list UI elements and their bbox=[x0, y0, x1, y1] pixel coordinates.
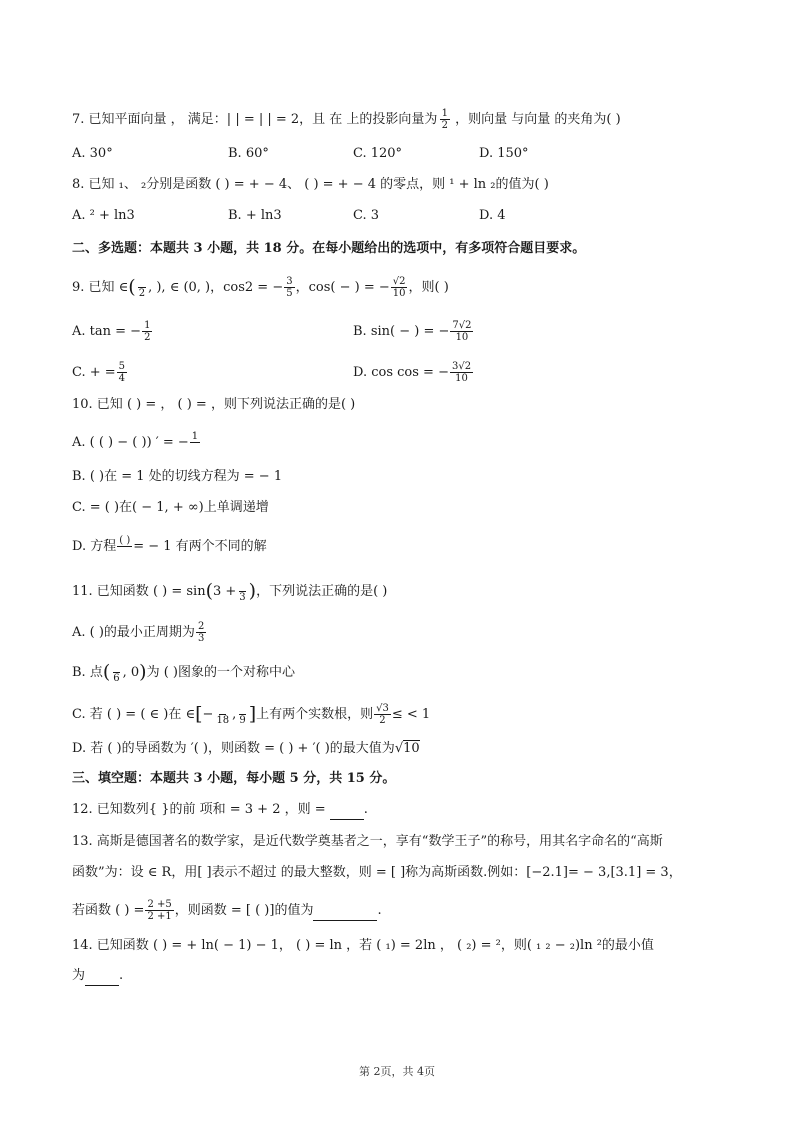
question-11-option-d: D. 若 ( )的导函数为 ′( )，则函数 = ( ) + ′( )的最大值为√10 bbox=[72, 741, 420, 756]
question-9-option-c: C. + = $\frac{5}{4}$ bbox=[72, 361, 126, 384]
question-9-stem: 9. 已知 ∈( 2 , ), ∈ (0, )，cos2 = − $\frac{3}{5}$ ，cos( − ) = − $\frac{√2}{10}$ ，则( ) bbox=[72, 276, 449, 299]
question-7-option-c: C. 120° bbox=[353, 146, 403, 161]
question-7-stem: 7. 已知平面向量 ， 满足：| | = | | = 2，且 在 上的投影向量为 $\frac{1}{2}$ ，则向量 与向量 的夹角为( ) bbox=[72, 108, 621, 131]
fraction: $\frac{√2}{10}$ bbox=[392, 276, 406, 299]
question-9-option-a: A. tan = − $\frac{1}{2}$ bbox=[72, 320, 151, 343]
question-11-option-c: C. 若 ( ) = ( ∈ )在 ∈[− 18 , 9 ]上有两个实数根，则 $\frac{√3}{2}$ ≤ < 1 bbox=[72, 703, 431, 726]
question-10-option-c: C. = ( )在( − 1, + ∞)上单调递增 bbox=[72, 500, 269, 515]
question-10-option-d: D. 方程 ( ) = − 1 有两个不同的解 bbox=[72, 535, 267, 554]
question-8-stem: 8. 已知 ₁、 ₂分别是函数 ( ) = + − 4、 ( ) = + − 4 的零点，则 ¹ + ln ₂的值为( ) bbox=[72, 177, 549, 192]
answer-blank bbox=[85, 967, 119, 986]
question-7-option-d: D. 150° bbox=[479, 146, 529, 161]
question-8-option-b: B. + ln3 bbox=[228, 208, 282, 223]
section-heading-fill-in: 三、填空题：本题共 3 小题，每小题 5 分，共 15 分。 bbox=[72, 771, 396, 786]
question-11-stem: 11. 已知函数 ( ) = sin(3 + 3 )，下列说法正确的是( ) bbox=[72, 580, 388, 603]
question-10-option-a: A. ( ( ) − ( )) ′ = − 1 bbox=[72, 431, 199, 450]
answer-blank bbox=[330, 801, 364, 820]
question-11-option-b: B. 点( 6 , 0)为 ( )图象的一个对称中心 bbox=[72, 661, 296, 684]
question-9-option-d: D. cos cos = − $\frac{3√2}{10}$ bbox=[353, 361, 472, 384]
question-8-option-d: D. 4 bbox=[479, 208, 506, 223]
fraction: $\frac{3}{5}$ bbox=[286, 276, 293, 299]
question-13-line-3: 若函数 ( ) = $\frac{2 +5}{2 +1}$ ，则函数 = [ ( )]的值为 . bbox=[72, 899, 382, 922]
question-14-line-1: 14. 已知函数 ( ) = + ln( − 1) − 1， ( ) = ln ，若 ( ₁) = 2ln ， ( ₂) = ²，则( ₁ ₂ − ₂)ln ²的最小值 bbox=[72, 938, 654, 953]
question-7-option-b: B. 60° bbox=[228, 146, 269, 161]
section-heading-multiple-choice: 二、多选题：本题共 3 小题，共 18 分。在每小题给出的选项中，有多项符合题目要求。 bbox=[72, 241, 586, 256]
question-13-line-2: 函数”为：设 ∈ R，用[ ]表示不超过 的最大整数，则 = [ ]称为高斯函数.例如：[−2.1]= − 3,[3.1] = 3， bbox=[72, 865, 682, 880]
question-13-line-1: 13. 高斯是德国著名的数学家，是近代数学奠基者之一，享有“数学王子”的称号，用其名字命名的“高斯 bbox=[72, 834, 663, 849]
question-8-option-c: C. 3 bbox=[353, 208, 380, 223]
answer-blank bbox=[313, 902, 377, 921]
question-7-option-a: A. 30° bbox=[72, 146, 113, 161]
question-9-option-b: B. sin( − ) = − $\frac{7√2}{10}$ bbox=[353, 320, 472, 343]
fraction: $\frac{1}{2}$ bbox=[441, 108, 448, 131]
fraction: 2 bbox=[137, 276, 147, 299]
question-8-option-a: A. ² + ln3 bbox=[72, 208, 135, 223]
question-14-line-2: 为 . bbox=[72, 967, 734, 986]
question-10-stem: 10. 已知 ( ) = ， ( ) = ，则下列说法正确的是( ) bbox=[72, 397, 356, 412]
question-10-option-b: B. ( )在 = 1 处的切线方程为 = − 1 bbox=[72, 469, 283, 484]
question-12-stem: 12. 已知数列{ }的前 项和 = 3 + 2 ，则 = . bbox=[72, 801, 734, 820]
page-footer: 第 2页，共 4页 bbox=[359, 1065, 435, 1078]
question-11-option-a: A. ( )的最小正周期为 $\frac{2}{3}$ bbox=[72, 621, 205, 644]
